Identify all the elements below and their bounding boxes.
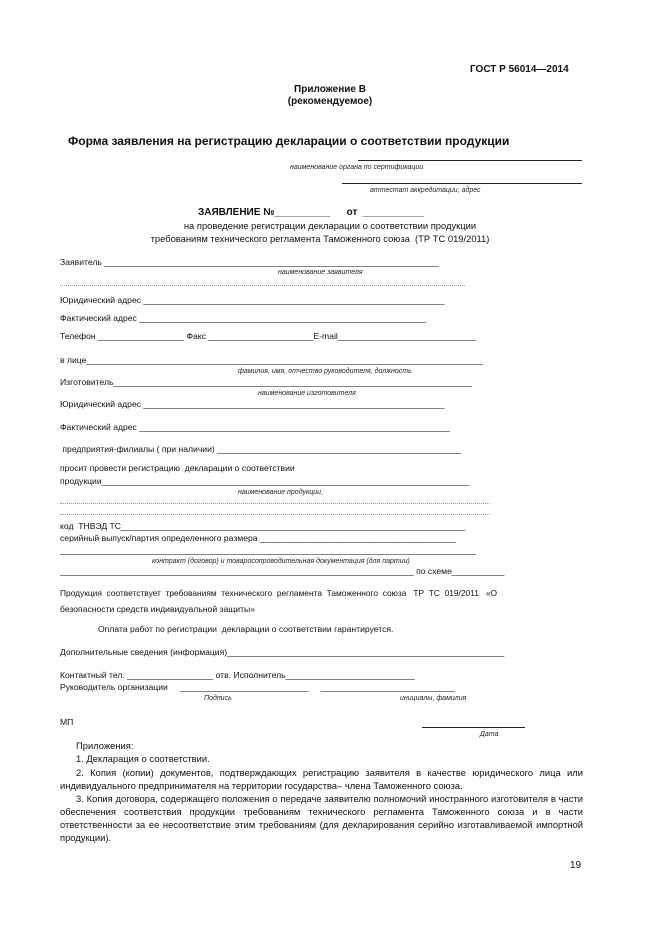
appendix-title: Приложение В bbox=[294, 84, 366, 95]
page-number: 19 bbox=[570, 860, 582, 871]
organ-line bbox=[358, 160, 582, 161]
payment-guarantee: Оплата работ по регистрации декларации о соответствии гарантируется. bbox=[98, 624, 394, 634]
compliance-line-1: Продукция соответствует требованиям технического регламента Таможенного союза ТР ТС 019/2011 «О bbox=[60, 588, 498, 598]
manufacturer-field: Изготовитель___________________________________________________________________________ bbox=[60, 377, 472, 387]
stamp-label: МП bbox=[60, 717, 74, 727]
actual-address-field: Фактический адрес ____________________________________________________________ bbox=[60, 313, 427, 323]
form-title: Форма заявления на регистрацию декларации о соответствии продукции bbox=[68, 134, 510, 148]
hs-code-field: код ТНВЭД ТС________________________________________________________________________ bbox=[60, 521, 466, 531]
applicant-field: Заявитель ______________________________________________________________________ bbox=[60, 257, 439, 267]
contract-caption: контракт (договор) и товаросопроводительная документация (для партии) bbox=[152, 558, 410, 565]
statement-title: ЗАЯВЛЕНИЕ №__________ от ___________ bbox=[198, 207, 425, 218]
request-text: просит провести регистрацию декларации о соответствии bbox=[60, 463, 295, 473]
dotted-separator-3 bbox=[60, 514, 490, 515]
contact-field: Контактный тел. __________________ отв. Исполнитель___________________________ bbox=[60, 670, 415, 680]
legal-address-field-2: Юридический адрес _______________________________________________________________ bbox=[60, 399, 445, 409]
contract-line: _______________________________________________________________________________________ bbox=[60, 545, 476, 555]
fio-caption: фамилия, имя, отчество руководителя, должность bbox=[238, 368, 412, 375]
legal-address-field: Юридический адрес _______________________________________________________________ bbox=[60, 295, 445, 305]
attachments-title: Приложения: bbox=[76, 740, 134, 751]
attestat-line bbox=[342, 183, 582, 184]
product-field: продукции_____________________________________________________________________________ bbox=[60, 476, 470, 486]
dotted-separator bbox=[60, 285, 465, 286]
date-caption: Дата bbox=[480, 731, 499, 738]
appendix-subtitle: (рекомендуемое) bbox=[287, 96, 373, 107]
attachment-2: 2. Копия (копии) документов, подтверждающих регистрацию заявителя в качестве юридического лица или индивидуального предпринимателя на территории государства– члена Таможенного союза. bbox=[60, 767, 583, 791]
compliance-line-2: безопасности средств индивидуальной защиты» bbox=[60, 604, 255, 614]
attachment-1: 1. Декларация о соответствии. bbox=[76, 753, 210, 764]
additional-info-field: Дополнительные сведения (информация)__________________________________________________________ bbox=[60, 647, 505, 657]
standard-number: ГОСТ Р 56014—2014 bbox=[470, 64, 569, 75]
dotted-separator-2 bbox=[60, 503, 490, 504]
serial-field: серийный выпуск/партия определенного размера _________________________________________ bbox=[60, 533, 456, 543]
signature-caption: Подпись bbox=[204, 695, 232, 702]
initials-caption: инициалы, фамилия bbox=[400, 695, 467, 702]
organ-caption: наименование органа по сертификации bbox=[290, 164, 424, 171]
in-person-field: в лице___________________________________________________________________________________ bbox=[60, 355, 484, 365]
manufacturer-caption: наименование изготовителя bbox=[258, 390, 356, 397]
head-field: Руководитель организации ___________________________ ____________________________ bbox=[60, 682, 455, 692]
branches-field: предприятия-филиалы ( при наличии) ___________________________________________________ bbox=[60, 444, 461, 454]
product-caption: наименование продукции, bbox=[238, 489, 324, 496]
date-line bbox=[422, 727, 525, 728]
statement-line-2: требованиям технического регламента Таможенного союза (ТР ТС 019/2011) bbox=[150, 233, 490, 244]
scheme-field: __________________________________________________________________________ по схеме___________ bbox=[60, 566, 505, 576]
actual-address-field-2: Фактический адрес _________________________________________________________________ bbox=[60, 422, 450, 432]
phone-fax-email-field: Телефон __________________ Факс ______________________E-mail_____________________________ bbox=[60, 331, 477, 341]
attestat-caption: аттестат аккредитации, адрес bbox=[370, 187, 481, 194]
applicant-caption: наименование заявителя bbox=[278, 269, 363, 276]
attachment-3: 3. Копия договора, содержащего положения о передаче заявителю полномочий иностранного изготовителя в части обеспечения соответствия продукции требованиям технического регламента Таможенного союза и в части ответственности за ее несоответствие этим требованиям (для декларирования серийно изготавливаемой импортной продукции). bbox=[60, 793, 583, 843]
statement-line-1: на проведение регистрации декларации о соответствии продукции bbox=[183, 220, 477, 231]
